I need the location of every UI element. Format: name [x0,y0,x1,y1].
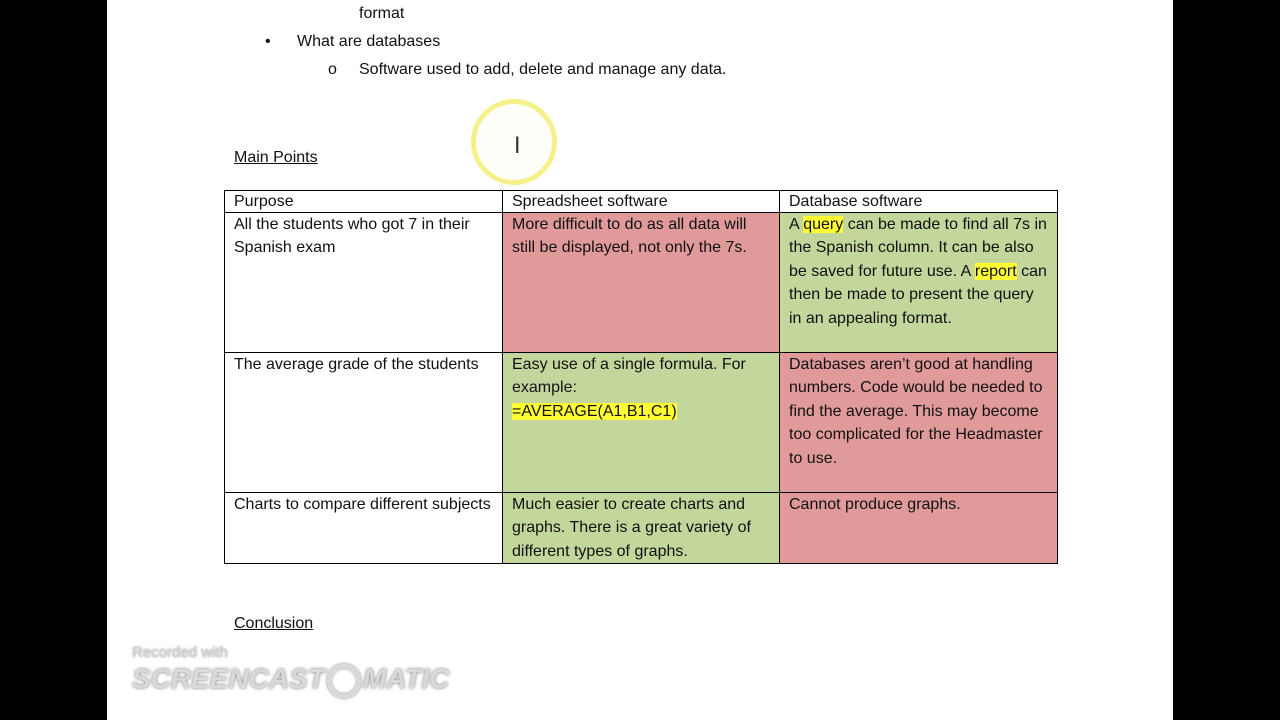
header-database: Database software [780,191,1058,213]
bullet-item: What are databases [297,33,441,50]
watermark-brand [132,663,450,698]
sub-bullet-item: Software used to add, delete and manage any data. [359,61,727,78]
cell-purpose: Charts to compare different subjects [225,493,503,564]
cell-database [780,213,1058,353]
cell-spreadsheet [503,353,780,493]
cell-purpose: All the students who got 7 in their Spanish exam [225,213,503,353]
document-page [107,0,1173,720]
watermark-recorded-with: Recorded with [132,644,228,661]
watermark-brand-right: MATIC [362,663,450,694]
screencast-o-matic-logo-icon [327,664,361,698]
sub-bullet-icon: o [328,61,337,78]
highlight-query: query [803,216,844,233]
cell-text: can then be made to present the query in an appealing format. [789,262,1047,327]
cell-spreadsheet: More difficult to do as all data will still be displayed, not only the 7s. [503,213,780,353]
header-purpose: Purpose [225,191,503,213]
cell-database: Databases aren’t good at handling numbers. Code would be needed to find the average. This may become too complicated for the Headmaster to use. [780,353,1058,493]
text-cursor-icon: I [514,134,521,159]
table-row [225,353,1058,493]
highlight-report: report [974,262,1017,280]
highlight-formula: =AVERAGE(A1,B1,C1) [512,402,677,420]
bullet-icon: • [265,33,271,50]
table-row [225,493,1058,564]
table-header-row [225,191,1058,213]
conclusion-heading: Conclusion [234,615,314,632]
cell-spreadsheet: Much easier to create charts and graphs. There is a great variety of different types of graphs. [503,493,780,564]
cell-text: Easy use of a single formula. For example: [512,356,746,397]
watermark-brand-left: SCREENCAST [132,663,325,694]
cell-database: Cannot produce graphs. [780,493,1058,564]
main-points-heading: Main Points [234,149,318,166]
cell-text: can be made to find all 7s in the Spanish column. It can be also be saved for future use. A [789,216,1047,280]
table-row [225,213,1058,353]
cell-text: A [789,216,804,233]
cell-purpose: The average grade of the students [225,353,503,493]
top-text: format [359,5,405,22]
comparison-table [224,190,1058,564]
header-spreadsheet: Spreadsheet software [503,191,780,213]
